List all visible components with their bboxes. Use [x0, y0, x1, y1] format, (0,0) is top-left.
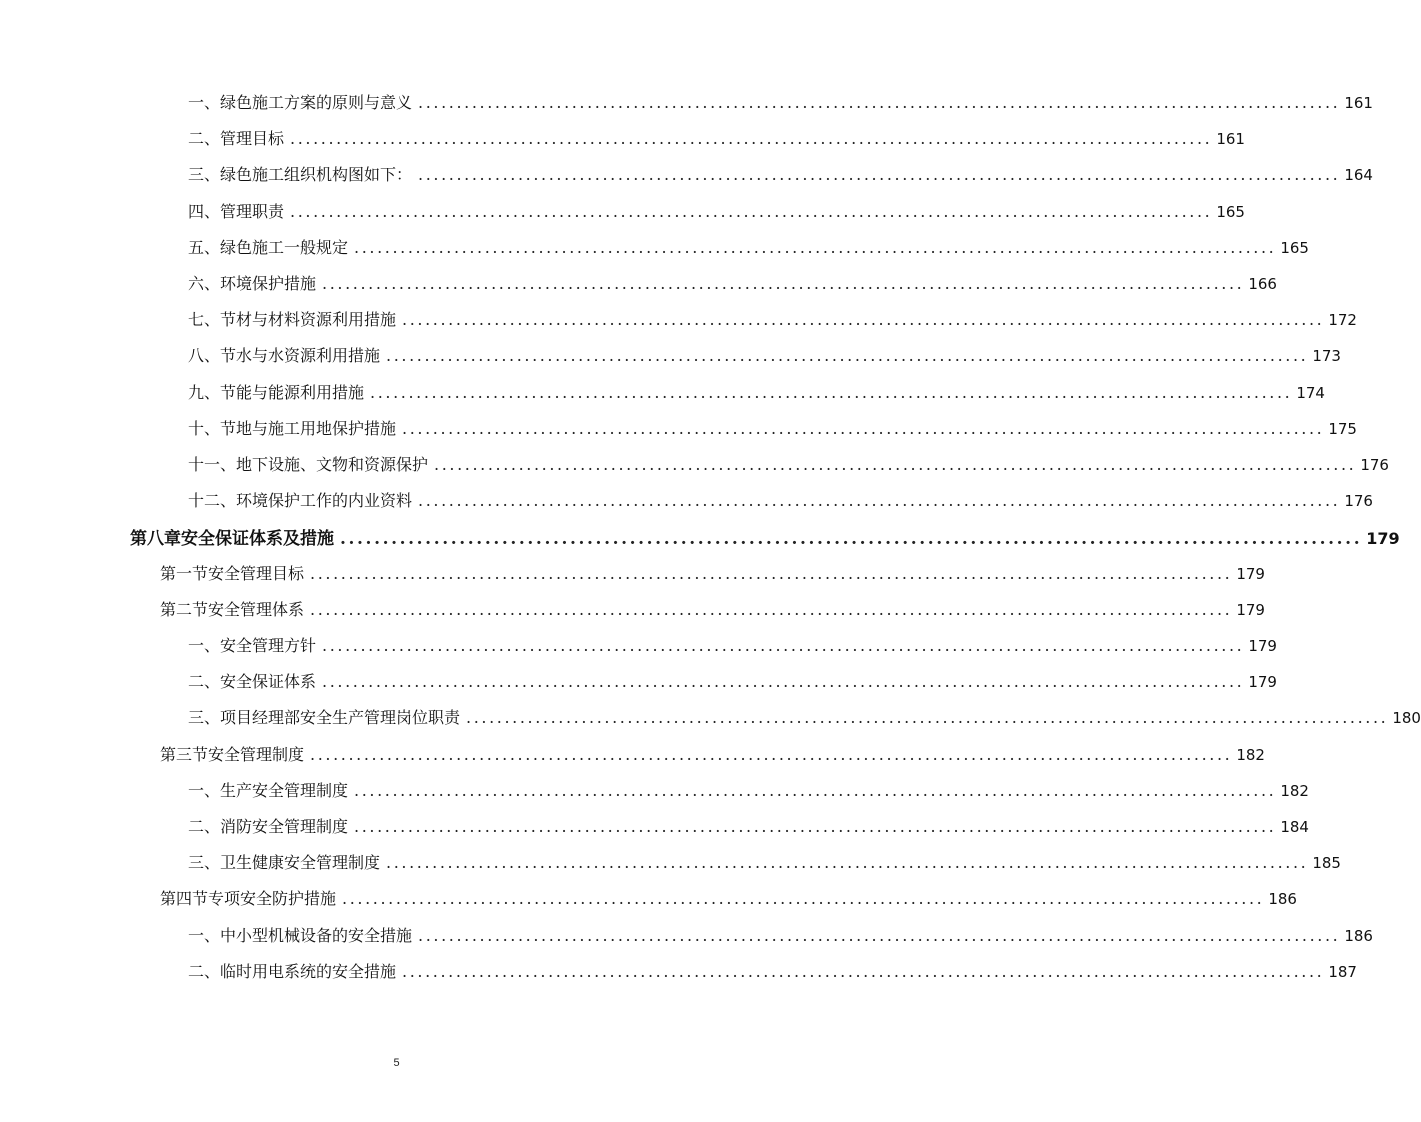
- toc-entry[interactable]: [188, 162, 1373, 186]
- toc-entry-number: 第一节: [160, 563, 209, 583]
- toc-entry-page: 187: [1328, 962, 1357, 981]
- toc-entry[interactable]: [188, 235, 1309, 259]
- toc-entry-page: 175: [1328, 419, 1357, 438]
- toc-entry-title: 节水与水资源利用措施: [220, 346, 381, 366]
- toc-entry-number: 一、: [188, 780, 221, 800]
- toc-dot-leader: ........................................................................................................................: [402, 310, 1325, 330]
- toc-dot-leader: ........................................................................................................................: [354, 780, 1277, 800]
- toc-entry-page: 172: [1328, 311, 1357, 330]
- toc-entry-number: 七、: [188, 310, 221, 330]
- toc-entry-number: 一、: [188, 636, 221, 655]
- toc-dot-leader: ........................................................................................................................: [322, 672, 1245, 692]
- toc-entry-number: 八、: [188, 346, 221, 366]
- toc-dot-leader: ........................................................................................................................: [386, 853, 1309, 873]
- toc-entry-number: 三、: [188, 708, 221, 728]
- toc-entry-title: 中小型机械设备的安全措施: [220, 925, 413, 945]
- toc-entry[interactable]: [188, 814, 1309, 838]
- toc-entry-number: 第八章: [130, 529, 181, 550]
- toc-entry[interactable]: [160, 886, 1297, 910]
- toc-entry[interactable]: [188, 778, 1309, 802]
- toc-entry-page: 179: [1248, 673, 1277, 692]
- toc-entry[interactable]: [188, 488, 1373, 512]
- toc-entry-title: 安全管理方针: [220, 636, 317, 655]
- toc-dot-leader: ........................................................................................................................: [386, 346, 1309, 366]
- toc-entry-title: 安全管理目标: [208, 563, 305, 583]
- toc-dot-leader: ........................................................................................................................: [322, 636, 1245, 655]
- toc-dot-leader: ........................................................................................................................: [310, 599, 1233, 619]
- toc-entry-page: 182: [1236, 745, 1265, 764]
- toc-dot-leader: ........................................................................................................................: [354, 817, 1277, 836]
- toc-dot-leader: ........................................................................................................................: [466, 708, 1389, 728]
- toc-entry-page: 184: [1280, 818, 1309, 836]
- toc-dot-leader: ........................................................................................................................: [310, 563, 1233, 583]
- toc-entry-title: 管理目标: [220, 129, 285, 149]
- toc-dot-leader: ........................................................................................................................: [310, 744, 1233, 764]
- toc-entry-number: 十二、: [188, 491, 237, 511]
- toc-entry-page: 164: [1344, 166, 1373, 185]
- toc-entry-title: 安全管理体系: [208, 599, 305, 619]
- toc-entry[interactable]: [188, 271, 1277, 295]
- toc-entry-number: 三、: [188, 165, 221, 185]
- toc-entry-title: 临时用电系统的安全措施: [220, 961, 397, 981]
- toc-entry-page: 185: [1312, 854, 1341, 873]
- toc-entry-number: 十一、: [188, 455, 237, 474]
- toc-entry-page: 165: [1216, 202, 1245, 221]
- toc-dot-leader: ........................................................................................................................: [418, 491, 1341, 511]
- toc-entry-title: 节能与能源利用措施: [220, 382, 365, 402]
- toc-entry-page: 174: [1296, 383, 1325, 402]
- toc-entry-number: 二、: [188, 672, 221, 692]
- toc-entry-page: 186: [1268, 890, 1297, 909]
- toc-entry[interactable]: [160, 561, 1265, 585]
- toc-entry[interactable]: [188, 416, 1357, 440]
- toc-entry[interactable]: [188, 90, 1373, 114]
- toc-entry[interactable]: [188, 452, 1389, 476]
- toc-entry[interactable]: [188, 669, 1277, 693]
- toc-entry-title: 卫生健康安全管理制度: [220, 853, 381, 873]
- toc-entry[interactable]: [188, 199, 1245, 223]
- toc-entry-number: 第四节: [160, 889, 209, 909]
- toc-entry-page: 186: [1344, 926, 1373, 945]
- toc-entry-title: 节地与施工用地保护措施: [220, 418, 397, 438]
- toc-dot-leader: ........................................................................................................................: [434, 455, 1357, 474]
- toc-entry-title: 安全保证体系及措施: [181, 529, 334, 550]
- toc-entry-title: 生产安全管理制度: [220, 780, 349, 800]
- toc-entry-title: 项目经理部安全生产管理岗位职责: [220, 708, 461, 728]
- toc-entry-number: 二、: [188, 817, 221, 836]
- toc-entry-title: 专项安全防护措施: [208, 889, 337, 909]
- toc-entry-number: 一、: [188, 925, 221, 945]
- toc-entry[interactable]: [188, 850, 1341, 874]
- toc-entry-title: 环境保护措施: [220, 274, 317, 293]
- toc-dot-leader: ........................................................................................................................: [370, 382, 1293, 402]
- toc-dot-leader: ........................................................................................................................: [342, 889, 1265, 909]
- toc-dot-leader: ........................................................................................................................: [402, 961, 1325, 981]
- toc-dot-leader: ........................................................................................................................: [418, 93, 1341, 112]
- toc-entry[interactable]: [188, 959, 1357, 983]
- toc-entry-page: 180: [1392, 709, 1421, 728]
- toc-dot-leader: ........................................................................................................................: [354, 237, 1277, 257]
- toc-entry[interactable]: [188, 705, 1421, 729]
- toc-entry-number: 四、: [188, 201, 221, 221]
- toc-entry-page: 173: [1312, 347, 1341, 366]
- toc-entry-title: 消防安全管理制度: [220, 817, 349, 836]
- toc-entry-title: 环境保护工作的内业资料: [236, 491, 413, 511]
- toc-entry-page: 161: [1216, 130, 1245, 149]
- toc-entry-page: 165: [1280, 238, 1309, 257]
- toc-entry-title: 管理职责: [220, 201, 285, 221]
- toc-dot-leader: ........................................................................................................................: [418, 925, 1341, 945]
- toc-entry-page: 176: [1360, 456, 1389, 474]
- toc-entry-number: 一、: [188, 93, 221, 112]
- toc-entry-title: 绿色施工一般规定: [220, 237, 349, 257]
- toc-entry-title: 节材与材料资源利用措施: [220, 310, 397, 330]
- toc-entry-number: 二、: [188, 129, 221, 149]
- toc-entry-title: 安全管理制度: [208, 744, 305, 764]
- toc-entry-page: 176: [1344, 492, 1373, 511]
- toc-entry-number: 三、: [188, 853, 221, 873]
- toc-dot-leader: ........................................................................................................................: [322, 274, 1245, 293]
- toc-entry-title: 绿色施工方案的原则与意义: [220, 93, 413, 112]
- toc-entry-number: 第二节: [160, 599, 209, 619]
- toc-entry-page: 161: [1344, 94, 1373, 112]
- toc-dot-leader: ........................................................................................................................: [290, 129, 1213, 149]
- toc-dot-leader: ........................................................................................................................: [290, 201, 1213, 221]
- toc-entry-page: 166: [1248, 275, 1277, 293]
- toc-entry-title: 安全保证体系: [220, 672, 317, 692]
- toc-entry[interactable]: [188, 380, 1325, 404]
- toc-entry-number: 十、: [188, 418, 221, 438]
- toc-entry-number: 第三节: [160, 744, 209, 764]
- toc-entry-page: 179: [1236, 600, 1265, 619]
- toc-entry[interactable]: [188, 307, 1357, 331]
- toc-entry-page: 179: [1248, 637, 1277, 655]
- toc-entry[interactable]: [188, 923, 1373, 947]
- toc-entry-page: 182: [1280, 781, 1309, 800]
- toc-entry-page: 179: [1236, 564, 1265, 583]
- toc-entry-page: 179: [1366, 529, 1400, 549]
- toc-entry[interactable]: [160, 742, 1265, 766]
- toc-entry-number: 六、: [188, 274, 221, 293]
- toc-entry[interactable]: [188, 633, 1277, 657]
- toc-entry-number: 九、: [188, 382, 221, 402]
- toc-entry[interactable]: [160, 597, 1265, 621]
- toc-entry[interactable]: [188, 126, 1245, 150]
- toc-entry-number: 五、: [188, 237, 221, 257]
- toc-dot-leader: ........................................................................................................................: [418, 165, 1341, 185]
- page-number: 5: [393, 1057, 400, 1069]
- toc-dot-leader: ........................................................................................................................: [402, 418, 1325, 438]
- toc-entry-title: 绿色施工组织机构图如下：: [220, 165, 413, 185]
- toc-entry[interactable]: [130, 524, 1400, 550]
- toc-entry-number: 二、: [188, 961, 221, 981]
- toc-dot-leader: ........................................................................................................................: [340, 529, 1363, 550]
- toc-entry[interactable]: [188, 343, 1341, 367]
- toc-entry-title: 地下设施、文物和资源保护: [236, 455, 429, 474]
